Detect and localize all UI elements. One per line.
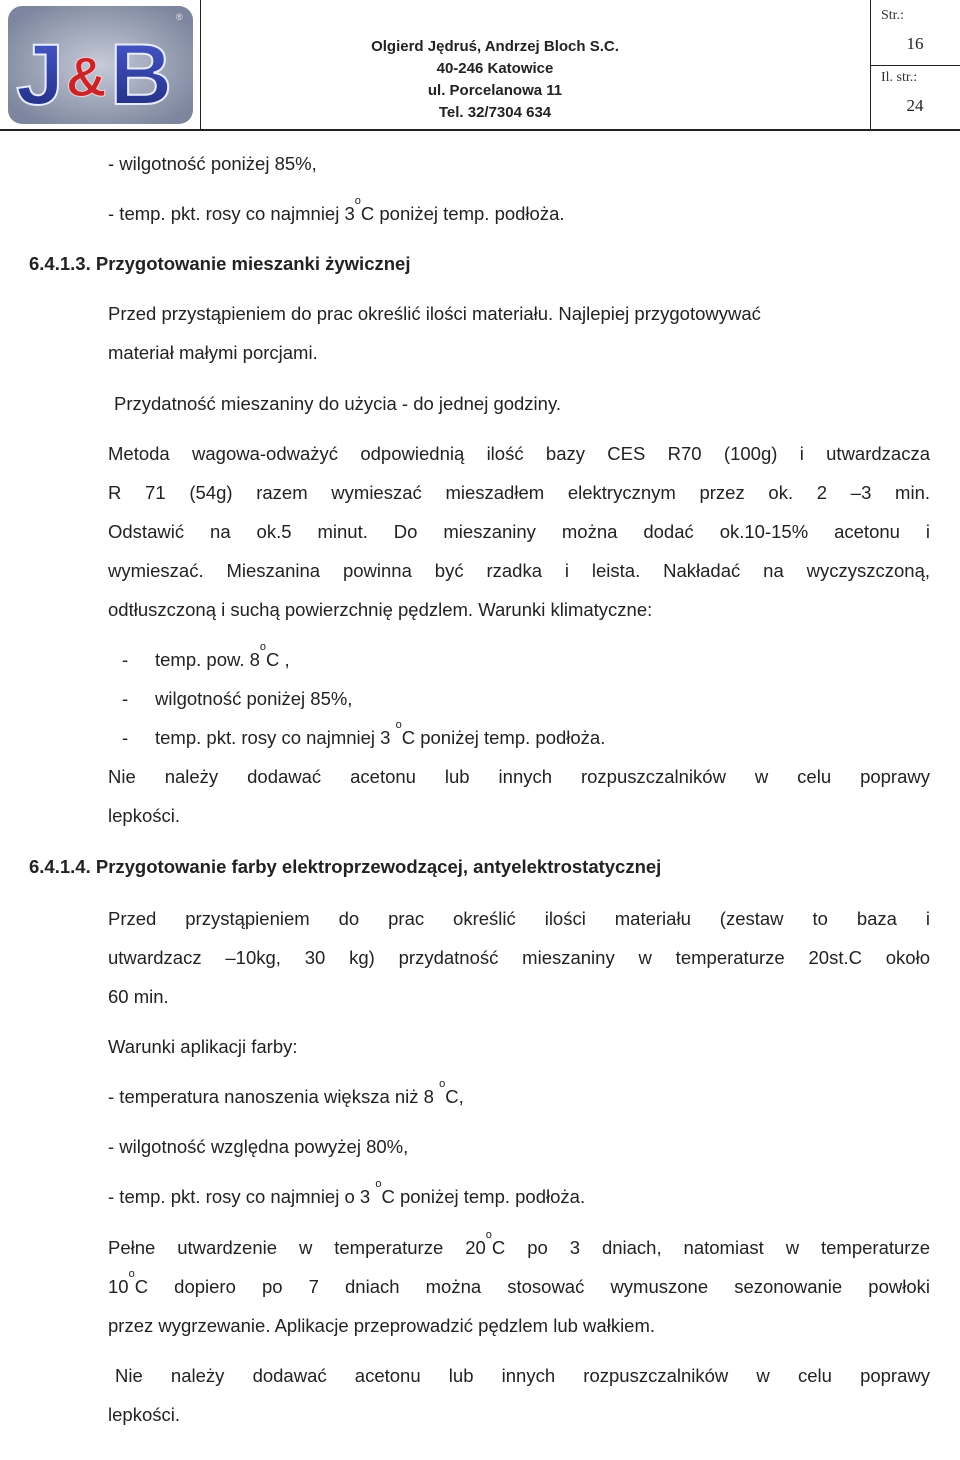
svg-text:®: ®	[176, 12, 183, 22]
svg-text:B: B	[110, 27, 173, 123]
section-title: Przygotowanie mieszanki żywicznej	[95, 253, 411, 274]
paragraph-line: Pełne utwardzenie w temperaturze 20$^o$C po 3 dniach, natomiast w temperaturze	[108, 1229, 930, 1258]
paragraph-line: Przed przystąpieniem do prac określić ilości materiału (zestaw to baza i	[108, 908, 930, 929]
company-street: ul. Porcelanowa 11	[427, 82, 563, 99]
section-number: 6.4.1.3.	[29, 253, 91, 274]
section-heading	[29, 856, 661, 878]
company-phone: Tel. 32/7304 634	[438, 104, 552, 121]
list-item: - temperatura nanoszenia większa niż 8 $^o$C,	[108, 1078, 464, 1107]
paragraph-line: przez wygrzewanie. Aplikacje przeprowadzić pędzlem lub wałkiem.	[108, 1315, 656, 1336]
header-rule	[0, 129, 960, 131]
total-pages: 24	[906, 96, 924, 115]
paragraph-line: Odstawić na ok.5 minut. Do mieszaniny można dodać ok.10-15% acetonu i	[108, 521, 930, 542]
company-address	[330, 36, 660, 124]
section-number: 6.4.1.4.	[29, 856, 91, 877]
company-logo	[8, 6, 193, 124]
company-name: Olgierd Jędruś, Andrzej Bloch S.C.	[371, 38, 619, 55]
paragraph-line: 60 min.	[108, 986, 169, 1007]
page-number: 16	[906, 34, 924, 53]
list-item: - temp. pkt. rosy co najmniej o 3 $^o$C poniżej temp. podłoża.	[108, 1178, 586, 1207]
page-label: Str.:	[881, 8, 904, 23]
page-header	[0, 0, 960, 130]
svg-text:J: J	[16, 27, 64, 123]
section-heading	[29, 253, 410, 275]
paragraph-line: wymieszać. Mieszanina powinna być rzadka i leista. Nakładać na wyczyszczoną,	[108, 560, 930, 581]
list-item: - temp. pow. 8$^o$C ,	[122, 641, 290, 670]
svg-text:&: &	[66, 45, 107, 108]
list-item: - wilgotność względna powyżej 80%,	[108, 1136, 409, 1157]
paragraph-line: Warunki aplikacji farby:	[108, 1036, 298, 1057]
total-pages-label: Il. str.:	[881, 70, 918, 85]
list-item: - temp. pkt. rosy co najmniej 3 $^o$C poniżej temp. podłoża.	[122, 719, 606, 748]
company-city: 40-246 Katowice	[436, 60, 554, 77]
section-title: Przygotowanie farby elektroprzewodzącej, antyelektrostatycznej	[95, 856, 662, 877]
paragraph-line: Przed przystąpieniem do prac określić ilości materiału. Najlepiej przygotowywać	[108, 303, 761, 324]
paragraph-line: Nie należy dodawać acetonu lub innych rozpuszczalników w celu poprawy	[108, 766, 930, 787]
paragraph-line: Przydatność mieszaniny do użycia - do jednej godziny.	[114, 393, 561, 414]
paragraph-line: Nie należy dodawać acetonu lub innych rozpuszczalników w celu poprawy	[115, 1365, 930, 1386]
paragraph-line: Metoda wagowa-odważyć odpowiednią ilość bazy CES R70 (100g) i utwardzacza	[108, 443, 930, 464]
text-line: - temp. pkt. rosy co najmniej 3$^o$C poniżej temp. podłoża.	[108, 195, 565, 224]
text-line: - wilgotność poniżej 85%,	[108, 153, 317, 174]
paragraph-line: lepkości.	[108, 805, 180, 826]
header-divider	[200, 0, 201, 130]
list-item: - wilgotność poniżej 85%,	[122, 688, 353, 709]
paragraph-line: odtłuszczoną i suchą powierzchnię pędzlem. Warunki klimatyczne:	[108, 599, 653, 620]
paragraph-line: utwardzacz –10kg, 30 kg) przydatność mieszaniny w temperaturze 20st.C około	[108, 947, 930, 968]
paragraph-line: R 71 (54g) razem wymieszać mieszadłem elektrycznym przez ok. 2 –3 min.	[108, 482, 930, 503]
paragraph-line: 10$^o$C dopiero po 7 dniach można stosować wymuszone sezonowanie powłoki	[108, 1268, 930, 1297]
paragraph-line: materiał małymi porcjami.	[108, 342, 318, 363]
header-divider	[870, 65, 960, 66]
paragraph-line: lepkości.	[108, 1404, 180, 1425]
